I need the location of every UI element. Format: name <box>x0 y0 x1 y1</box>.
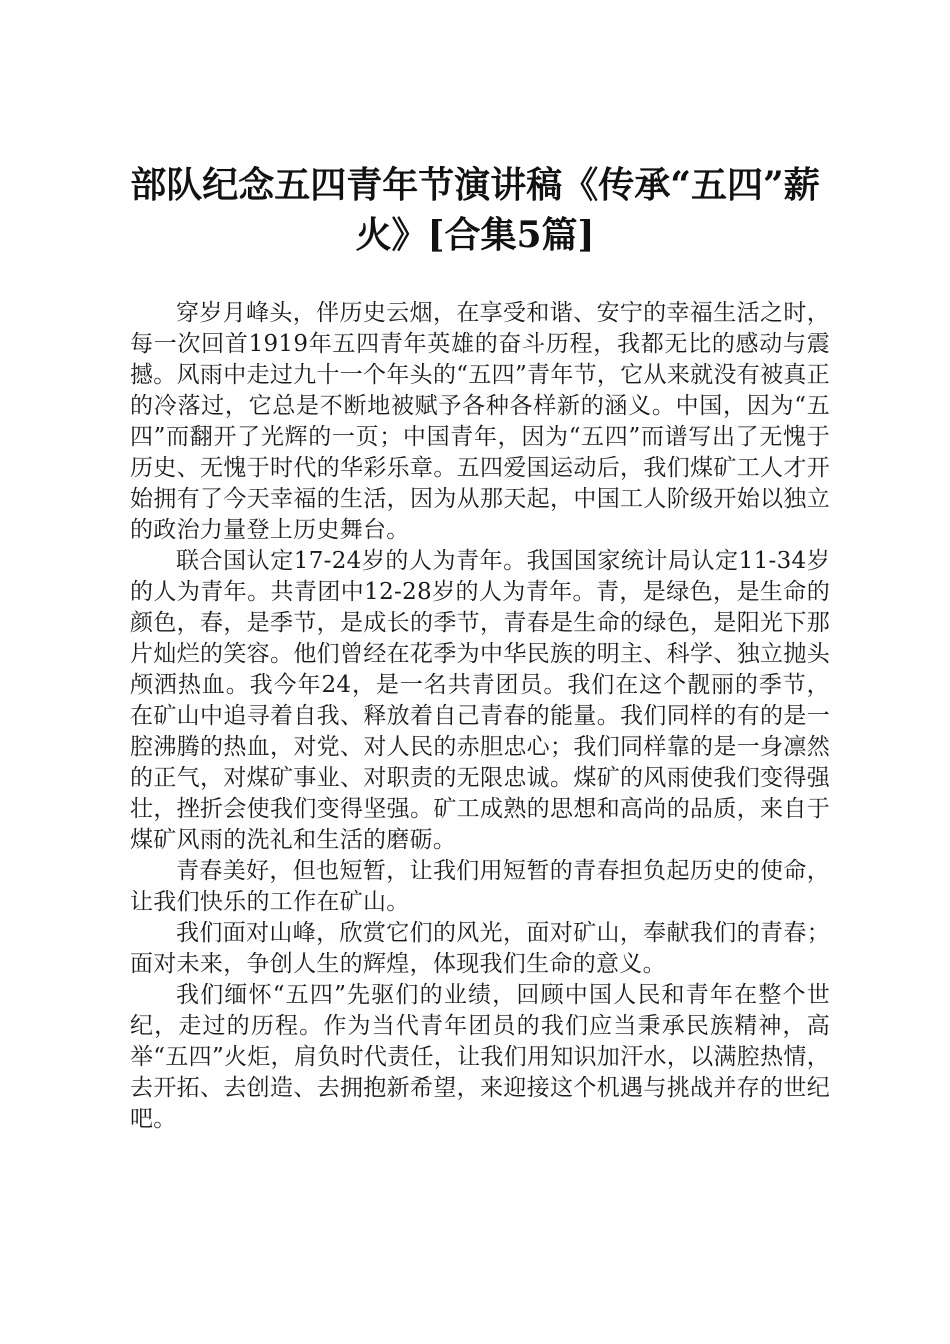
document-title <box>110 160 840 260</box>
title-line-2: 火》[合集5篇] <box>355 214 595 256</box>
paragraph-1: 穿岁月峰头，伴历史云烟，在享受和谐、安宁的幸福生活之时，每一次回首1919年五四青年英雄的奋斗历程，我都无比的感动与震撼。风雨中走过九十一个年头的“五四”青年节，它从来就没有被真正的冷落过，它总是不断地被赋予各种各样新的涵义。中国，因为“五四”而翻开了光辉的一页；中国青年，因为“五四”而谱写出了无愧于历史、无愧于时代的华彩乐章。五四爱国运动后，我们煤矿工人才开始拥有了今天幸福的生活，因为从那天起，中国工人阶级开始以独立的政治力量登上历史舞台。 <box>130 300 830 543</box>
paragraph-3: 青春美好，但也短暂，让我们用短暂的青春担负起历史的使命，让我们快乐的工作在矿山。 <box>130 858 830 915</box>
paragraph-5: 我们缅怀“五四”先驱们的业绩，回顾中国人民和青年在整个世纪，走过的历程。作为当代青年团员的我们应当秉承民族精神，高举“五四”火炬，肩负时代责任，让我们用知识加汗水，以满腔热情，去开拓、去创造、去拥抱新希望，来迎接这个机遇与挑战并存的世纪吧。 <box>130 982 830 1132</box>
paragraph-4: 我们面对山峰，欣赏它们的风光，面对矿山，奉献我们的青春；面对未来，争创人生的辉煌，体现我们生命的意义。 <box>130 920 830 977</box>
paragraph-2: 联合国认定17-24岁的人为青年。我国国家统计局认定11-34岁的人为青年。共青团中12-28岁的人为青年。青，是绿色，是生命的颜色，春，是季节，是成长的季节，青春是生命的绿色，是阳光下那片灿烂的笑容。他们曾经在花季为中华民族的明主、科学、独立抛头颅洒热血。我今年24，是一名共青团员。我们在这个靓丽的季节，在矿山中追寻着自我、释放着自己青春的能量。我们同样的有的是一腔沸腾的热血，对党、对人民的赤胆忠心；我们同样靠的是一身凛然的正气，对煤矿事业、对职责的无限忠诚。煤矿的风雨使我们变得强壮，挫折会使我们变得坚强。矿工成熟的思想和高尚的品质，来自于煤矿风雨的洗礼和生活的磨砺。 <box>130 548 830 853</box>
title-line-1: 部队纪念五四青年节演讲稿《传承“五四”薪 <box>130 164 820 206</box>
document-body <box>130 298 830 1135</box>
